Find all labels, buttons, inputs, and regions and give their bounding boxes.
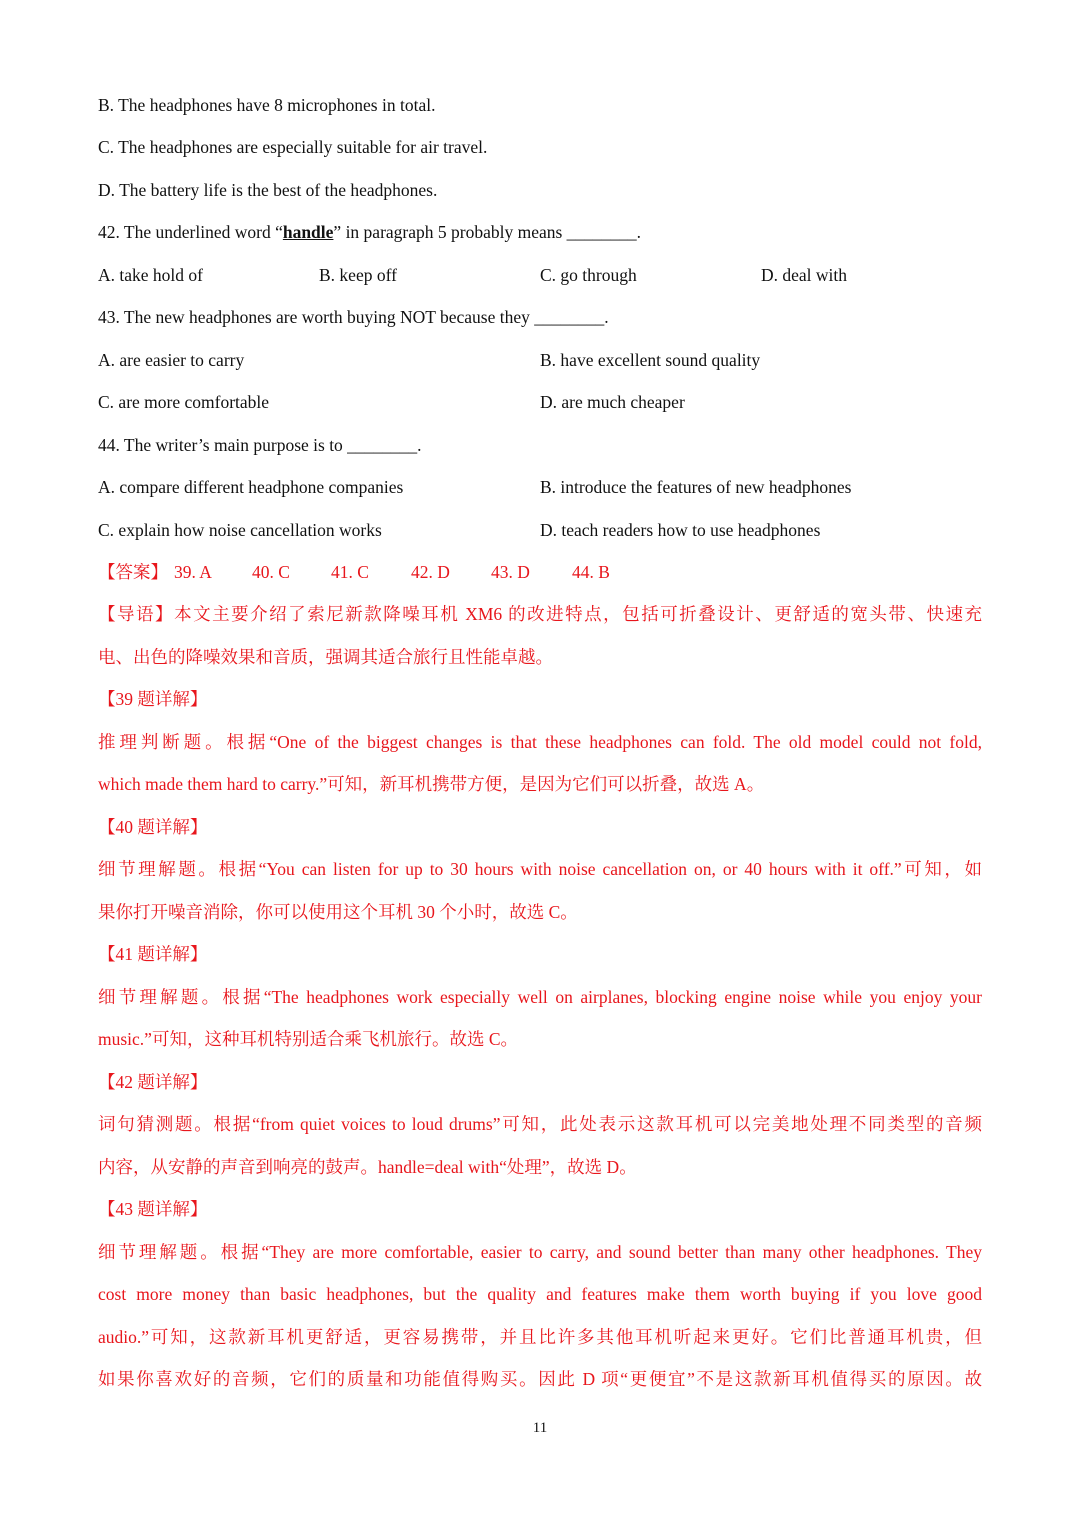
q42-option-a: A. take hold of — [98, 265, 203, 285]
q43-option-b: B. have excellent sound quality — [540, 350, 761, 370]
answer-item: 39. A — [174, 562, 212, 582]
q42-option-b: B. keep off — [319, 265, 397, 285]
intro-text: 本文主要介绍了索尼新款降噪耳机 XM6 的改进特点，包括可折叠设计、更舒适的宽头带、快速充 — [174, 604, 982, 624]
answer-item: 41. C — [331, 562, 369, 582]
explanation-text: 细节理解题。根据“You can listen for up to 30 hours with noise cancellation on, or 40 hours with it off.”可知，如 — [98, 859, 982, 879]
q43-option-c: C. are more comfortable — [98, 392, 270, 412]
explanation-text: 如果你喜欢好的音频，它们的质量和功能值得购买。因此 D 项“更便宜”不是这款新耳机值得买的原因。故 — [98, 1369, 982, 1389]
q42-stem — [98, 220, 982, 244]
explanation-text: music.”可知，这种耳机特别适合乘飞机旅行。故选 C。 — [98, 1029, 518, 1049]
q44-stem: 44. The writer’s main purpose is to ________. — [98, 435, 422, 455]
explanation-text: audio.”可知，这款新耳机更舒适，更容易携带，并且比许多其他耳机听起来更好。它们比普通耳机贵，但 — [98, 1327, 982, 1347]
explanation-text: 果你打开噪音消除，你可以使用这个耳机 30 个小时，故选 C。 — [98, 902, 578, 922]
q41-option-b: B. The headphones have 8 microphones in total. — [98, 95, 436, 115]
answer-item: 40. C — [252, 562, 290, 582]
answer-item: 44. B — [572, 562, 610, 582]
q44-option-b: B. introduce the features of new headphones — [540, 477, 852, 497]
q43-option-a: A. are easier to carry — [98, 350, 245, 370]
explanation-heading: 【39 题详解】 — [98, 689, 208, 709]
explanation-text: 细节理解题。根据“The headphones work especially well on airplanes, blocking engine noise while you enjoy your — [98, 987, 982, 1007]
answer-item: 43. D — [491, 562, 530, 582]
answer-label: 【答案】 — [98, 562, 168, 582]
intro-line-2: 电、出色的降噪效果和音质，强调其适合旅行且性能卓越。 — [98, 647, 553, 667]
explanation-text: cost more money than basic headphones, but the quality and features make them worth buying if you love good — [98, 1284, 982, 1304]
explanation-heading: 【43 题详解】 — [98, 1199, 208, 1219]
q44-option-d: D. teach readers how to use headphones — [540, 520, 821, 540]
q41-option-d: D. The battery life is the best of the headphones. — [98, 180, 438, 200]
q44-option-c: C. explain how noise cancellation works — [98, 520, 382, 540]
q42-option-d: D. deal with — [761, 265, 848, 285]
q42-stem-post: ” in paragraph 5 probably means ________. — [333, 222, 642, 242]
q42-underlined-word: handle — [282, 222, 334, 242]
q42-stem-pre: 42. The underlined word “ — [98, 222, 283, 242]
explanation-text: 内容，从安静的声音到响亮的鼓声。handle=deal with“处理”，故选 D。 — [98, 1157, 637, 1177]
explanation-text: 推理判断题。根据“One of the biggest changes is that these headphones can fold. The old model could not fold, — [98, 732, 982, 752]
explanation-heading: 【40 题详解】 — [98, 817, 208, 837]
q43-option-d: D. are much cheaper — [540, 392, 685, 412]
q42-option-c: C. go through — [540, 265, 637, 285]
q41-option-c: C. The headphones are especially suitable for air travel. — [98, 137, 488, 157]
q44-option-a: A. compare different headphone companies — [98, 477, 404, 497]
q43-stem: 43. The new headphones are worth buying NOT because they ________. — [98, 307, 609, 327]
explanation-text: 词句猜测题。根据“from quiet voices to loud drums”可知，此处表示这款耳机可以完美地处理不同类型的音频 — [98, 1114, 982, 1134]
intro-line-1 — [98, 602, 982, 626]
intro-label: 【导语】 — [98, 604, 175, 624]
answer-item: 42. D — [411, 562, 450, 582]
explanation-heading: 【42 题详解】 — [98, 1072, 208, 1092]
explanation-text: which made them hard to carry.”可知，新耳机携带方便，是因为它们可以折叠，故选 A。 — [98, 774, 765, 794]
explanation-text: 细节理解题。根据“They are more comfortable, easier to carry, and sound better than many other headphones. They — [98, 1242, 982, 1262]
page-number: 11 — [532, 1420, 548, 1436]
explanation-heading: 【41 题详解】 — [98, 944, 208, 964]
